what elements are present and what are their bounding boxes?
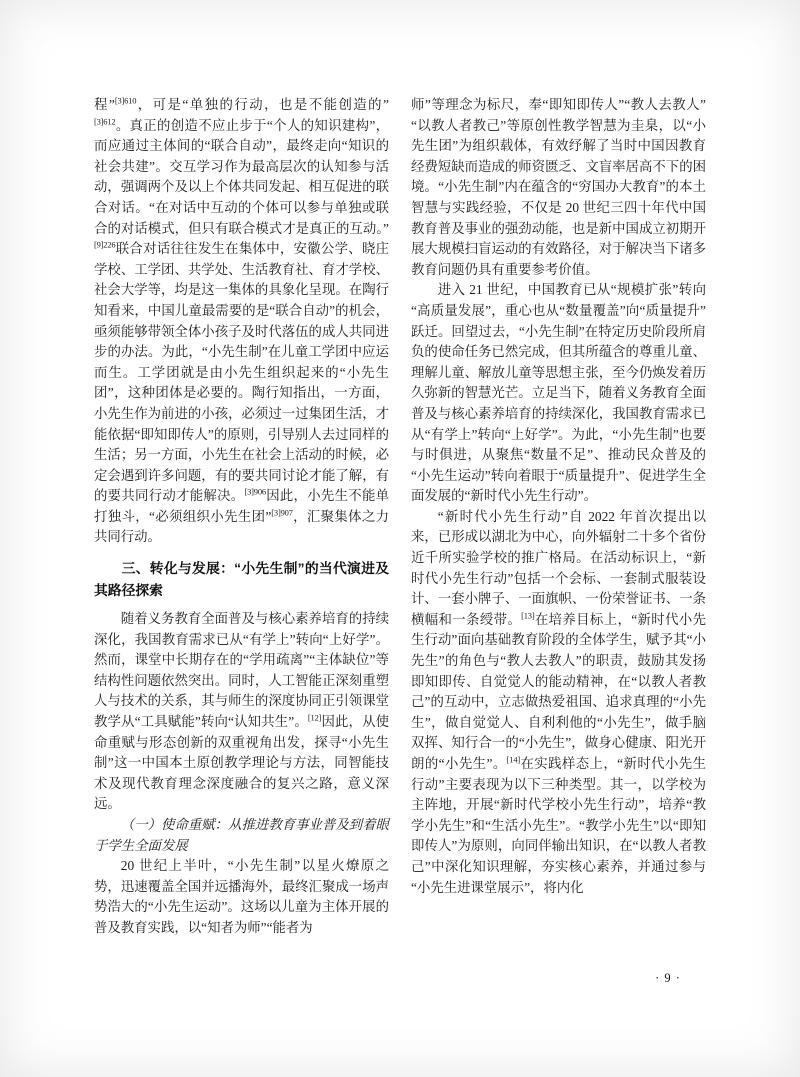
left-column (94, 95, 389, 939)
citation-ref: [12] (307, 712, 322, 723)
body-paragraph: 20 世纪上半叶，“小先生制”以星火燎原之势，迅速覆盖全国并远播海外，最终汇聚成一场声势浩大的“小先生运动”。这场以儿童为主体开展的普及教育实践，以“知者为师”“能者为 (94, 858, 389, 935)
subsection-heading: （一）使命重赋：从推进教育事业普及到着眼于学生全面发展 (94, 817, 389, 853)
body-paragraph: 师”等理念为标尺，奉“即知即传人”“教人去教人”“以教人者教己”等原创性教学智慧为圭臬，以“小先生团”为组织载体，有效纾解了当时中国因教育经费短缺而造成的师资匮乏、文盲率居高不下的困境。“小先生制”内在蕴含的“穷国办大教育”的本土智慧与实践经验，不仅是 20 世纪三四十年代中国教育普及事业的强劲动能，也是新中国成立初期开展大规模扫盲运动的有效路径，对于解决当下诸多教育问题仍具有重要参考价值。 (411, 97, 706, 277)
body-paragraph: 进入 21 世纪，中国教育已从“规模扩张”转向“高质量发展”，重心也从“数量覆盖”向“质量提升”跃迁。回望过去，“小先生制”在特定历史阶段所肩负的使命任务已然完成，但其所蕴含的尊重儿童、理解儿童、解放儿童等思想主张，至今仍焕发着历久弥新的智慧光芒。立足当下，随着义务教育全面普及与核心素养培育的持续深化，我国教育需求已从“有学上”转向“上好学”。为此，“小先生制”也要与时俱进，从聚焦“数量不足”、推动民众普及的“小先生运动”转向着眼于“质量提升”、促进学生全面发展的“新时代小先生行动”。 (411, 282, 706, 504)
two-column-text-area (94, 95, 706, 939)
citation-ref: [3]610 (114, 95, 137, 106)
citation-ref: [14] (506, 754, 521, 765)
citation-ref: [3]906 (244, 486, 266, 497)
citation-ref: [3]907 (271, 507, 293, 518)
body-paragraph: 随着义务教育全面普及与核心素养培育的持续深化，我国教育需求已从“有学上”转向“上好学”。然而，课堂中长期存在的“学用疏离”“主体缺位”等结构性问题依然突出。同时，人工智能正深刻重塑人与技术的关系，其与师生的深度协同正引领课堂教学从“工具赋能”转向“认知共生”。[12]因此，从使命重赋与形态创新的双重视角出发，探寻“小先生制”这一中国本土原创教学理论与方法，同智能技术及现代教育理念深度融合的复兴之路，意义深远。 (94, 611, 389, 812)
right-column (411, 95, 706, 939)
body-paragraph: “新时代小先生行动”自 2022 年首次提出以来，已形成以湖北为中心，向外辐射二十多个省份近千所实验学校的推广格局。在活动标识上，“新时代小先生行动”包括一个会标、一套制式服装设计、一套小牌子、一面旗帜、一份荣誉证书、一条横幅和一条绶带。[13]在培养目标上，“新时代小先生行动”面向基础教育阶段的全体学生，赋予其“小先生”的角色与“教人去教人”的职责，鼓励其发扬即知即传、自觉觉人的能动精神，在“以教人者教己”的互动中，立志做热爱祖国、追求真理的“小先生”，做自觉觉人、自利利他的“小先生”，做手脑双挥、知行合一的“小先生”，做身心健康、阳光开朗的“小先生”。[14]在实践样态上，“新时代小先生行动”主要表现为以下三种类型。其一，以学校为主阵地，开展“新时代学校小先生行动”，培养“教学小先生”和“生活小先生”。“教学小先生”以“即知即传人”为原则，向同伴输出知识，在“以教人者教己”中深化知识理解，夯实核心素养，并通过参与“小先生进课堂展示”，将内化 (411, 508, 706, 895)
citation-ref: [3]612 (94, 116, 116, 127)
page-number: · 9 · (655, 971, 681, 985)
section-heading: 三、转化与发展：“小先生制”的当代演进及其路径探索 (94, 561, 389, 598)
citation-ref: [13] (521, 610, 535, 621)
citation-ref: [9]226 (94, 239, 116, 250)
body-paragraph: 程”$^{[3]610}$，可是“单独的行动，也是不能创造的”$^{[3]612}$。真正的创造不应止步于“个人的知识建构”，而应通过主体间的“联合自动”，最终走向“知识的社会共建”。交互学习作为最高层次的认知参与活动，强调两个及以上个体共同发起、相互促进的联合对话。“在对话中互动的个体可以参与单独或联合的对话模式，但只有联合模式才是真正的互动。”$^{[9]226}$联合对话往往发生在集体中，安徽公学、晓庄学校、工学团、共学处、生活教育社、育才学校、社会大学等，均是这一集体的具象化呈现。在陶行知看来，中国儿童最需要的是“联合自动”的机会，亟须能够带领全体小孩子及时代落伍的成人共同进步的办法。为此，“小先生制”在儿童工学团中应运而生。工学团就是由小先生组织起来的“小先生团”，这种团体是必要的。陶行知指出，一方面，小先生作为前进的小孩，必须过一过集团生活，才能依据“即知即传人”的原则，引导别人去过同样的生活；另一方面，小先生在社会上活动的时候，必定会遇到许多问题，有的要共同讨论才能了解，有的要共同行动才能解决。$^{[3]906}$因此，小先生不能单打独斗，“必须组织小先生团”$^{[3]907}$，汇聚集体之力共同行动。 (94, 95, 390, 545)
